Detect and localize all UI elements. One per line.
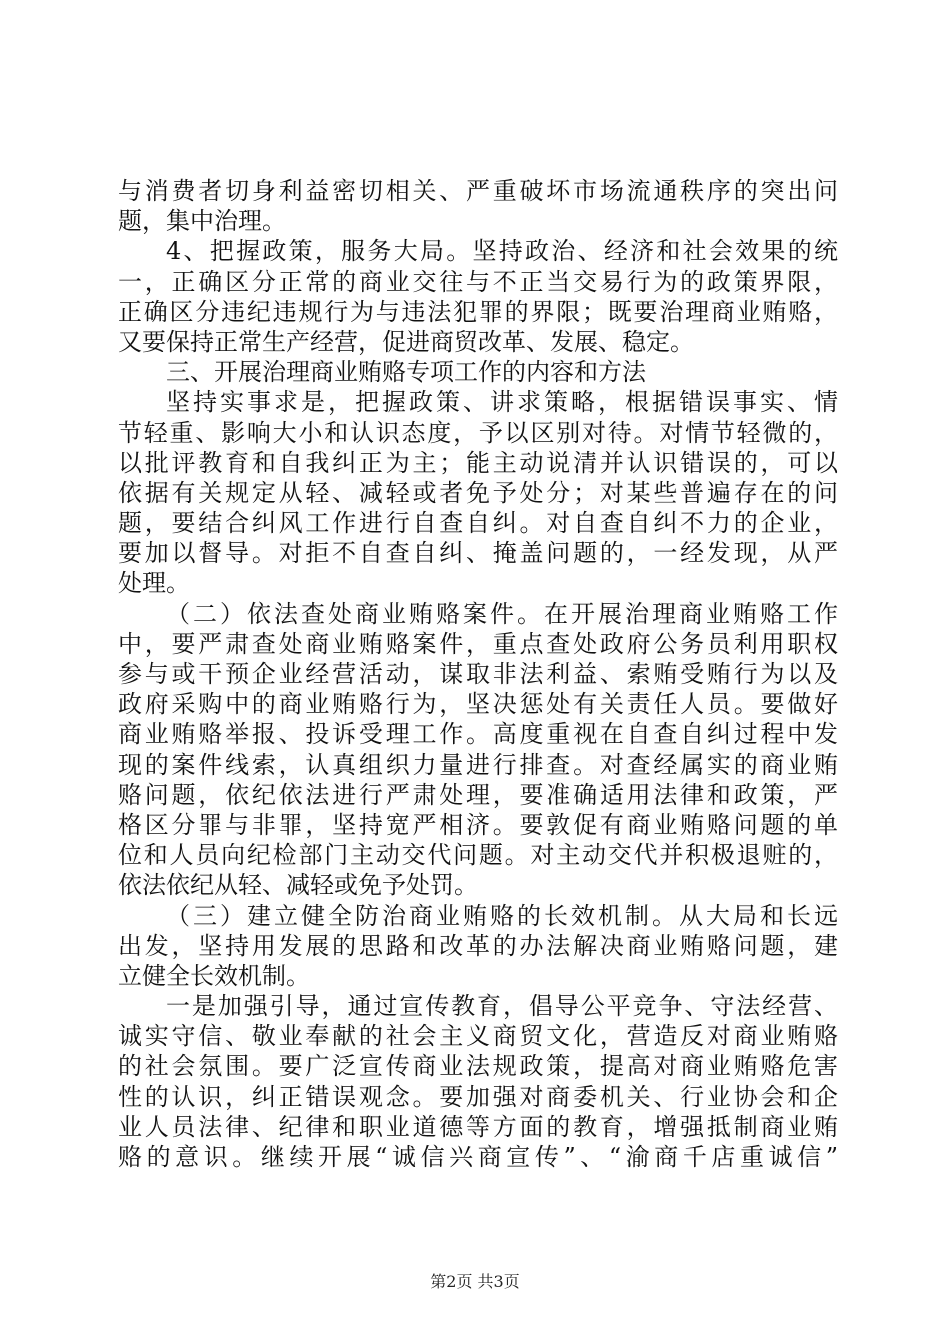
text-line: 中，要严肃查处商业贿赂案件，重点查处政府公务员利用职权 — [118, 629, 838, 658]
text-line: 题，集中治理。 — [118, 207, 286, 236]
text-line: 政府采购中的商业贿赂行为，坚决惩处有关责任人员。要做好 — [118, 690, 838, 719]
text-line: 正确区分违纪违规行为与违法犯罪的界限；既要治理商业贿赂， — [118, 297, 838, 326]
text-line: 出发，坚持用发展的思路和改革的办法解决商业贿赂问题，建 — [118, 931, 838, 960]
text-line: 依法依纪从轻、减轻或免予处罚。 — [118, 871, 478, 900]
text-line: 题，要结合纠风工作进行自查自纠。对自查自纠不力的企业， — [118, 509, 838, 538]
text-line: 格区分罪与非罪，坚持宽严相济。要敦促有商业贿赂问题的单 — [118, 810, 838, 839]
text-line: 一，正确区分正常的商业交往与不正当交易行为的政策界限， — [118, 267, 838, 296]
document-body — [118, 176, 838, 1172]
text-line: 依据有关规定从轻、减轻或者免予处分；对某些普遍存在的问 — [118, 478, 838, 507]
text-line: 现的案件线索，认真组织力量进行排查。对查经属实的商业贿 — [118, 750, 838, 779]
text-line: 立健全长效机制。 — [118, 961, 310, 990]
text-line: 处理。 — [118, 569, 190, 598]
text-line: 坚持实事求是，把握政策、讲求策略，根据错误事实、情 — [166, 388, 838, 417]
text-line: 业人员法律、纪律和职业道德等方面的教育，增强抵制商业贿 — [118, 1112, 838, 1141]
text-line: 赂问题，依纪依法进行严肃处理，要准确适用法律和政策，严 — [118, 780, 838, 809]
text-line: 要加以督导。对拒不自查自纠、掩盖问题的，一经发现，从严 — [118, 539, 838, 568]
section-heading: 三、开展治理商业贿赂专项工作的内容和方法 — [166, 358, 646, 387]
text-line: 以批评教育和自我纠正为主；能主动说清并认识错误的，可以 — [118, 448, 838, 477]
text-line: 性的认识，纠正错误观念。要加强对商委机关、行业协会和企 — [118, 1082, 838, 1111]
text-line: （二）依法查处商业贿赂案件。在开展治理商业贿赂工作 — [166, 599, 838, 628]
text-line: 赂的意识。继续开展“诚信兴商宣传”、“渝商千店重诚信” — [118, 1143, 838, 1171]
text-line: 的社会氛围。要广泛宣传商业法规政策，提高对商业贿赂危害 — [118, 1052, 838, 1081]
text-line: （三）建立健全防治商业贿赂的长效机制。从大局和长远 — [166, 901, 838, 930]
text-line: 与消费者切身利益密切相关、严重破坏市场流通秩序的突出问 — [118, 177, 838, 205]
text-line: 参与或干预企业经营活动，谋取非法利益、索贿受贿行为以及 — [118, 660, 838, 688]
text-line: 又要保持正常生产经营，促进商贸改革、发展、稳定。 — [118, 327, 694, 356]
text-line: 商业贿赂举报、投诉受理工作。高度重视在自查自纠过程中发 — [118, 720, 838, 749]
text-line: 节轻重、影响大小和认识态度，予以区别对待。对情节轻微的， — [118, 418, 838, 447]
page-footer: 第2页 共3页 — [430, 1272, 520, 1291]
text-line: 诚实守信、敬业奉献的社会主义商贸文化，营造反对商业贿赂 — [118, 1022, 838, 1051]
text-line: 位和人员向纪检部门主动交代问题。对主动交代并积极退赃的， — [118, 841, 838, 870]
text-line: 4、把握政策，服务大局。坚持政治、经济和社会效果的统 — [166, 237, 838, 266]
text-line: 一是加强引导，通过宣传教育，倡导公平竞争、守法经营、 — [166, 992, 838, 1021]
